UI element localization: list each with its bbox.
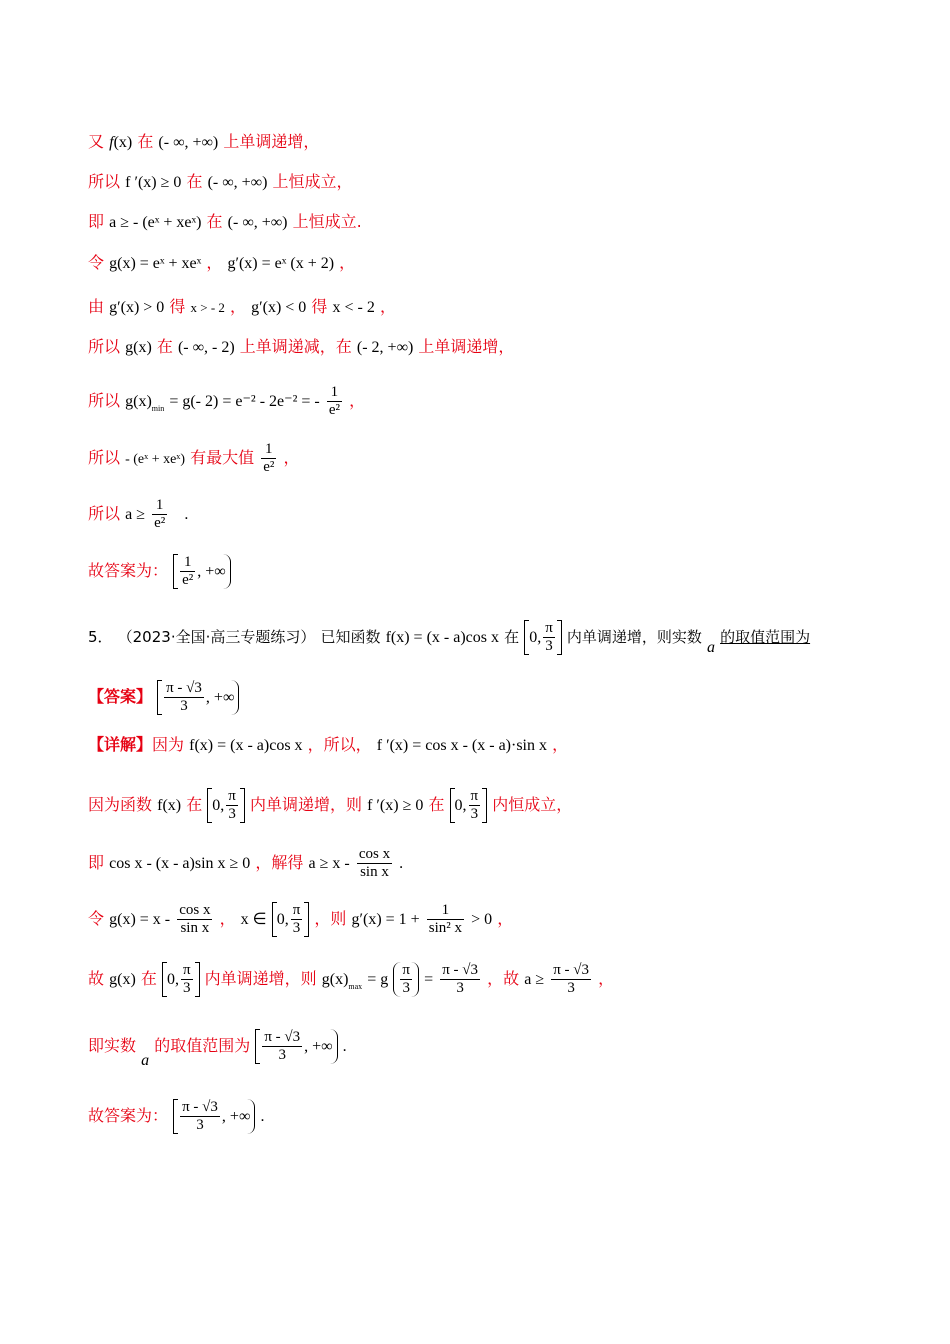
text: 的取值范围为 — [720, 628, 811, 646]
denominator: 3 — [196, 1117, 204, 1133]
denominator: 3 — [402, 980, 410, 996]
text: 在 — [186, 172, 203, 191]
math-expr: = g — [367, 971, 389, 988]
question-source: （2023·全国·高三专题练习） — [117, 628, 316, 646]
math-expr: a ≥ - (eˣ + xeˣ) — [109, 214, 202, 231]
numerator: π — [545, 620, 553, 636]
math-expr: , +∞ — [197, 563, 226, 580]
interval — [157, 680, 239, 715]
math-expr: cos x - (x - a)sin x ≥ 0 — [109, 855, 251, 872]
text: ， — [219, 909, 236, 928]
detail-line-4 — [88, 902, 513, 937]
interval — [207, 788, 245, 823]
math-expr: f ′(x) = cos x - (x - a)·sin x — [376, 737, 547, 754]
text: 内单调递增，则 — [204, 969, 317, 988]
text: 在 — [206, 212, 223, 231]
denominator: 3 — [456, 980, 464, 996]
text: 故答案为： — [88, 1106, 169, 1125]
fraction — [226, 788, 238, 823]
detail-line-7 — [88, 1099, 264, 1134]
math-expr: 0, — [276, 911, 289, 928]
text: 上恒成立， — [272, 172, 353, 191]
denominator: 3 — [183, 980, 191, 996]
fraction — [551, 962, 591, 997]
math-expr: g(x) — [321, 971, 349, 988]
text: 所以 — [88, 391, 121, 410]
text: ， — [497, 909, 514, 928]
math-expr: x < - 2 — [332, 299, 375, 316]
text: 上恒成立. — [292, 212, 362, 231]
text: 上单调递减，在 — [239, 337, 352, 356]
math-expr: x ∈ — [240, 911, 267, 928]
denominator: e² — [154, 515, 166, 531]
fraction — [357, 846, 392, 881]
text: 已知函数 — [320, 628, 381, 646]
denominator: e² — [263, 459, 275, 475]
text: 所以 — [88, 172, 121, 191]
math-var: a — [706, 639, 715, 656]
numerator: π — [182, 962, 191, 978]
fraction — [543, 620, 555, 655]
math-expr: , +∞ — [221, 1108, 251, 1125]
text: 在 — [140, 969, 157, 988]
interval — [272, 902, 310, 937]
text: 令 — [88, 253, 105, 272]
math-interval: (- ∞, - 2) — [177, 339, 235, 356]
math-expr: a ≥ — [125, 506, 145, 523]
math-expr: = — [424, 971, 434, 988]
math-sub: max — [348, 982, 363, 991]
denominator: 3 — [180, 698, 188, 714]
solution-line-8 — [88, 441, 299, 476]
text: 所以 — [88, 448, 121, 467]
denominator: e² — [182, 572, 194, 588]
math-expr: g′(x) < 0 — [251, 299, 307, 316]
numerator: π - √3 — [182, 1099, 218, 1115]
solution-line-1 — [88, 132, 319, 153]
answer-line — [88, 680, 239, 715]
numerator: 1 — [427, 902, 464, 920]
fraction — [440, 962, 480, 997]
fraction — [181, 962, 193, 997]
math-expr: = g(- 2) = e⁻² - 2e⁻² = - — [169, 393, 320, 410]
text: ， — [598, 969, 615, 988]
denominator: 3 — [292, 920, 301, 936]
math-expr: f(x) = (x - a)cos x — [385, 629, 499, 646]
numerator: cos x — [358, 846, 391, 862]
detail-line-5 — [88, 962, 614, 997]
text: ，解得 — [255, 853, 304, 872]
solution-line-5 — [88, 297, 396, 318]
text: 故答案为： — [88, 561, 169, 580]
math-expr: - (eˣ + xeˣ) — [125, 452, 186, 467]
numerator: 1 — [152, 497, 167, 515]
fraction — [469, 788, 481, 823]
math-expr: 0, — [529, 629, 542, 646]
fraction — [177, 902, 212, 937]
text: 在 — [428, 795, 445, 814]
math-expr: 0, — [212, 797, 225, 814]
interval — [450, 788, 488, 823]
math-expr: a ≥ — [524, 971, 545, 988]
text: 得 — [169, 297, 186, 316]
denominator: 3 — [470, 806, 479, 822]
numerator: cos x — [179, 902, 211, 918]
detail-line-2 — [88, 788, 572, 823]
math-expr: g′(x) > 0 — [109, 299, 165, 316]
paren-group — [393, 962, 419, 997]
detail-line-3 — [88, 846, 403, 881]
text: ， — [552, 735, 569, 754]
text: 即 — [88, 853, 105, 872]
math-expr: . — [184, 506, 189, 523]
text: 所以 — [88, 337, 121, 356]
text: ， — [283, 448, 300, 467]
math-interval: (- ∞, +∞) — [158, 134, 219, 151]
fraction — [152, 497, 167, 532]
math-expr: g(x) — [125, 393, 152, 410]
math-f: f — [109, 134, 114, 151]
text: ， — [379, 297, 396, 316]
fraction — [427, 902, 464, 937]
text: 即实数 — [88, 1036, 137, 1055]
text: 有最大值 — [190, 448, 255, 467]
math-expr: a ≥ x - — [308, 855, 350, 872]
detail-line-1 — [88, 735, 568, 756]
text: 在 — [504, 628, 520, 646]
answer-label: 【答案】 — [88, 687, 153, 706]
text: ，则 — [314, 909, 347, 928]
interval — [255, 1029, 337, 1064]
numerator: π — [470, 788, 479, 804]
math-expr: , +∞ — [304, 1038, 333, 1055]
solution-line-10 — [88, 554, 231, 589]
math-interval: (- ∞, +∞) — [207, 174, 268, 191]
text: 由 — [88, 297, 105, 316]
solution-line-6 — [88, 337, 514, 358]
text: 在 — [186, 795, 203, 814]
numerator: 1 — [261, 441, 276, 459]
math-expr: g′(x) = 1 + — [351, 911, 420, 928]
text: ，所以， — [307, 735, 372, 754]
fraction — [180, 554, 195, 589]
question-5 — [88, 620, 810, 658]
fraction — [400, 962, 412, 997]
denominator: 3 — [278, 1047, 286, 1063]
numerator: π — [402, 962, 410, 978]
text: ， — [349, 391, 366, 410]
math-expr: . — [260, 1108, 265, 1125]
denominator: e² — [328, 402, 340, 418]
text: 得 — [311, 297, 328, 316]
text: 内恒成立， — [492, 795, 573, 814]
math-interval: (- 2, +∞) — [356, 339, 414, 356]
numerator: π — [292, 902, 301, 918]
math-var: a — [141, 1052, 150, 1069]
text: 所以 — [88, 504, 121, 523]
math-expr: , +∞ — [205, 689, 235, 706]
text: 上单调递增， — [223, 132, 320, 151]
interval — [162, 962, 200, 997]
text: ， — [230, 297, 247, 316]
math-expr: g(x) = eˣ + xeˣ — [109, 255, 202, 272]
denominator: 3 — [567, 980, 575, 996]
text: ， — [206, 253, 223, 272]
text: ，故 — [487, 969, 520, 988]
math-expr: g′(x) = eˣ (x + 2) — [227, 255, 335, 272]
math-expr: > 0 — [471, 911, 493, 928]
text: 即 — [88, 212, 105, 231]
text: 内单调递增，则实数 — [566, 628, 702, 646]
math-expr: f(x) — [157, 797, 182, 814]
fraction — [164, 680, 204, 715]
text: 在 — [137, 132, 154, 151]
math-expr: g(x) — [125, 339, 152, 356]
fraction — [262, 1029, 302, 1064]
solution-line-7 — [88, 384, 365, 419]
math-expr: g(x) — [109, 971, 136, 988]
denominator: 3 — [228, 806, 236, 822]
numerator: π — [228, 788, 236, 804]
denominator: sin x — [360, 864, 389, 880]
math-sub: min — [151, 404, 165, 413]
numerator: π - √3 — [442, 962, 479, 978]
text: 上单调递增， — [418, 337, 515, 356]
detail-line-6 — [88, 1029, 347, 1071]
fraction — [291, 902, 303, 937]
fraction — [180, 1099, 220, 1134]
fraction — [327, 384, 342, 419]
text: 内单调递增，则 — [249, 795, 362, 814]
math-expr: . — [342, 1038, 347, 1055]
denominator: 3 — [545, 638, 553, 654]
math-expr: x > - 2 — [190, 300, 225, 315]
math-expr: 0, — [454, 797, 467, 814]
numerator: π - √3 — [166, 680, 202, 696]
math-x: (x) — [113, 134, 133, 151]
denominator: sin x — [180, 920, 210, 936]
text: 又 — [88, 132, 105, 151]
interval — [173, 1099, 255, 1134]
math-interval: (- ∞, +∞) — [227, 214, 288, 231]
question-number: 5． — [88, 628, 113, 646]
numerator: π - √3 — [553, 962, 590, 978]
solution-line-4 — [88, 253, 355, 274]
math-expr: 0, — [166, 971, 179, 988]
math-expr: f ′(x) ≥ 0 — [367, 797, 424, 814]
text: 因为函数 — [88, 795, 153, 814]
math-expr: f(x) = (x - a)cos x — [189, 737, 303, 754]
solution-line-9 — [88, 497, 188, 532]
text: ， — [339, 253, 356, 272]
numerator: 1 — [327, 384, 342, 402]
text: 故 — [88, 969, 105, 988]
solution-line-3 — [88, 212, 362, 233]
text: 的取值范围为 — [154, 1036, 251, 1055]
interval — [173, 554, 231, 589]
text: 因为 — [152, 735, 185, 754]
text: 在 — [156, 337, 173, 356]
math-expr: g(x) = x - — [109, 911, 171, 928]
numerator: 1 — [180, 554, 195, 572]
detail-label: 【详解】 — [88, 735, 153, 754]
numerator: π - √3 — [264, 1029, 301, 1045]
denominator: sin² x — [428, 920, 463, 936]
text: 令 — [88, 909, 105, 928]
solution-line-2 — [88, 172, 353, 193]
interval — [524, 620, 562, 655]
math-expr: . — [399, 855, 404, 872]
math-expr: f ′(x) ≥ 0 — [125, 174, 182, 191]
fraction — [261, 441, 276, 476]
